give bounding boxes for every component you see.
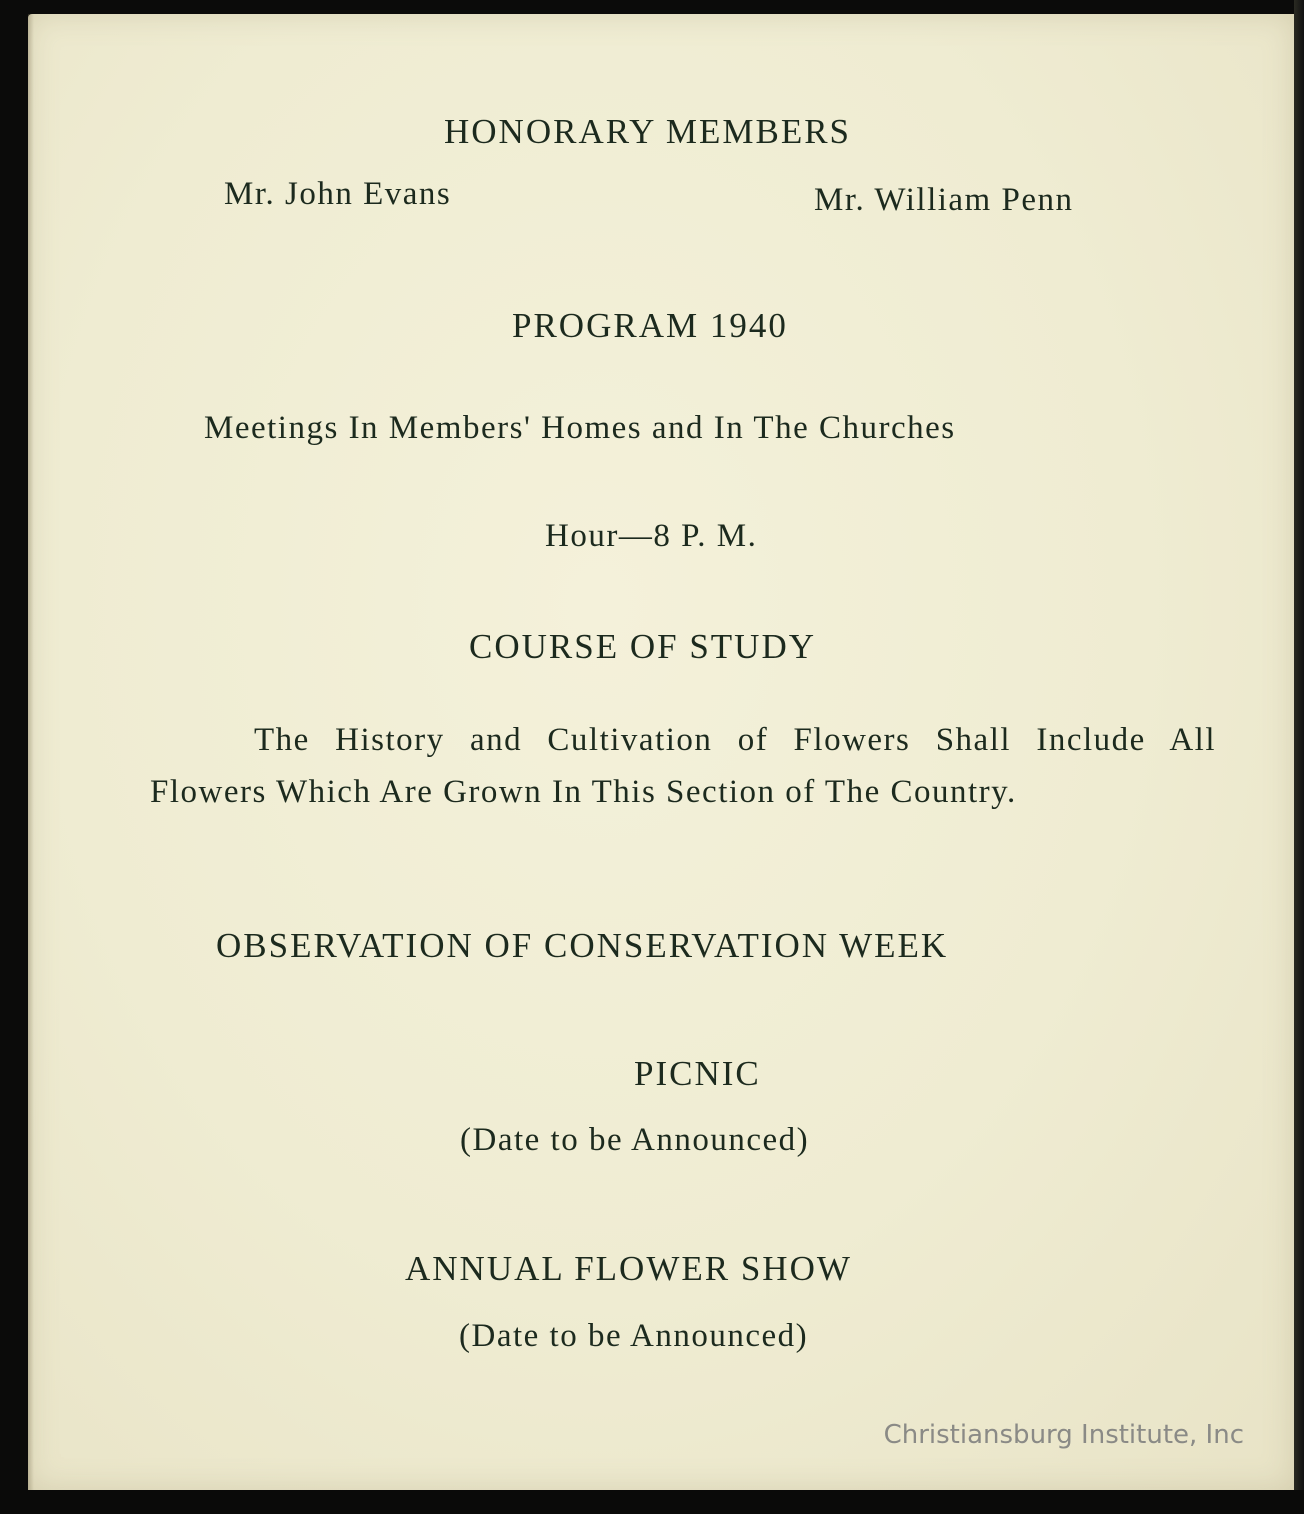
meetings-line: Meetings In Members' Homes and In The Churches <box>204 410 956 446</box>
flower-show-date: (Date to be Announced) <box>459 1318 809 1354</box>
watermark-text: Christiansburg Institute, Inc <box>883 1420 1244 1450</box>
hour-line: Hour—8 P. M. <box>545 518 758 554</box>
course-of-study-heading: COURSE OF STUDY <box>469 627 816 666</box>
course-of-study-text: The History and Cultivation of Flowers Shall Include All Flowers Which Are Grown In This Section of The Country. <box>150 722 1216 810</box>
program-heading: PROGRAM 1940 <box>512 306 788 345</box>
page-bottom-edge <box>0 1490 1304 1514</box>
picnic-heading: PICNIC <box>634 1054 761 1093</box>
conservation-week-heading: OBSERVATION OF CONSERVATION WEEK <box>216 926 949 965</box>
flower-show-heading: ANNUAL FLOWER SHOW <box>405 1249 852 1288</box>
honorary-member-right: Mr. William Penn <box>814 182 1074 218</box>
page-edge <box>1294 0 1304 1514</box>
honorary-members-heading: HONORARY MEMBERS <box>444 112 852 151</box>
honorary-member-left: Mr. John Evans <box>224 176 452 212</box>
picnic-date: (Date to be Announced) <box>460 1122 810 1158</box>
